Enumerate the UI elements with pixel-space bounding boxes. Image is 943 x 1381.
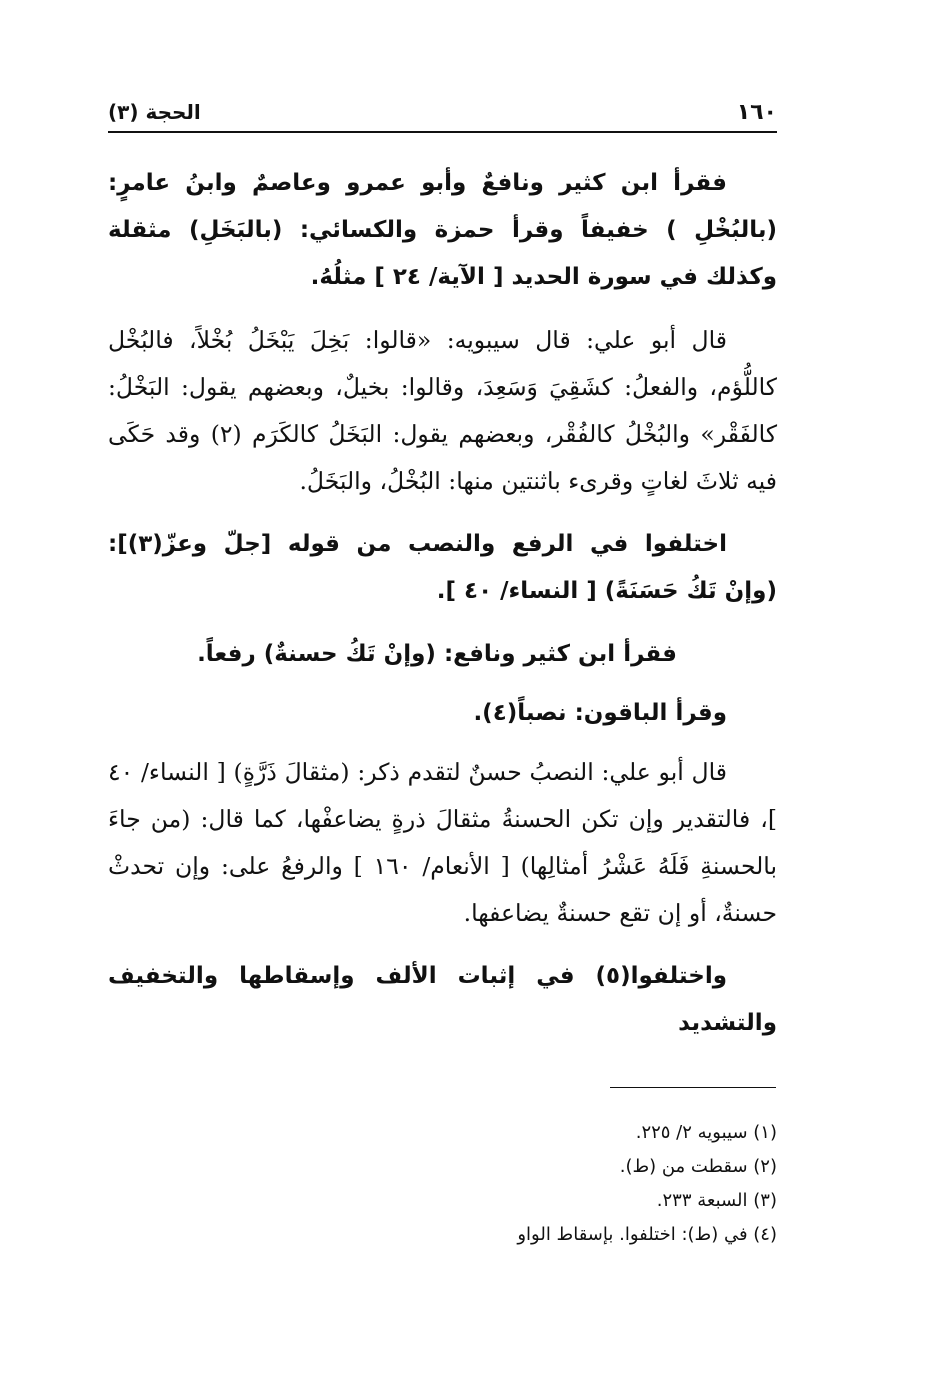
running-head [108, 96, 777, 128]
footnote-2: (٢) سقطت من (ط). [619, 1156, 777, 1177]
running-title: الحجة (٣) [108, 100, 201, 124]
paragraph-raf-reading: فقرأ ابن كثير ونافع: (وإنْ تَكُ حسنةٌ) رفعاً. [197, 641, 677, 667]
footnote-3: (٣) السبعة ٢٣٣. [656, 1190, 777, 1211]
paragraph-disagreement-hasana: اختلفوا في الرفع والنصب من قوله [جلّ وعزّ(٣)]: (وإنْ تَكُ حَسَنَةً) [ النساء/ ٤٠ ]. [108, 531, 777, 604]
paragraph-abu-ali-nasb: قال أبو علي: النصبُ حسنٌ لتقدم ذكر: (مثقالَ ذَرَّةٍ) [ النساء/ ٤٠ ]، فالتقدير وإن تكن الحسنةُ مثقالَ ذرةٍ يضاعفْها، كما قال: (من جاءَ بالحسنةِ فَلَهُ عَشْرُ أمثالِها) [ الأنعام/ ١٦٠ ] والرفعُ على: وإن تحدثْ حسنةٌ، أو إن تقع حسنةٌ يضاعفها. [108, 758, 777, 927]
footnote-1: (١) سيبويه ٢/ ٢٢٥. [635, 1122, 777, 1143]
footnote-4: (٤) في (ط): اختلفوا. بإسقاط الواو [517, 1224, 777, 1245]
paragraph-nasb-reading: وقرأ الباقون: نصباً(٤). [473, 700, 727, 726]
header-rule [108, 131, 777, 133]
page-number: ١٦٠ [736, 99, 777, 125]
main-text [108, 160, 777, 1047]
footnotes [108, 1116, 777, 1252]
footnote-rule [610, 1087, 776, 1088]
paragraph-readings-bukhl: فقرأ ابن كثير ونافعٌ وأبو عمرو وعاصمٌ وابنُ عامرٍ: (بالبُخْلِ ) خفيفاً وقرأ حمزة والكسائي: (بالبَخَلِ) مثقلة وكذلك في سورة الحديد [ الآية/ ٢٤ ] مثلُهُ. [108, 170, 777, 290]
paragraph-abu-ali-sibawayh: قال أبو علي: قال سيبويه: «قالوا: بَخِلَ يَبْخَلُ بُخْلاً، فالبُخْل كاللُّؤم، والفعلُ: كشَقِيَ وَسَعِدَ، وقالوا: بخيلٌ، وبعضهم يقول: البَخْلُ: كالفَقْر» والبُخْلُ كالفُقْر، وبعضهم يقول: البَخَلُ كالكَرَم (٢) وقد حَكَى فيه ثلاثَ لغاتٍ وقرىء باثنتين منها: البُخْلُ، والبَخَلُ. [108, 326, 778, 495]
paragraph-alif-disagreement: واختلفوا(٥) في إثبات الألف وإسقاطها والتخفيف والتشديد [108, 963, 777, 1036]
